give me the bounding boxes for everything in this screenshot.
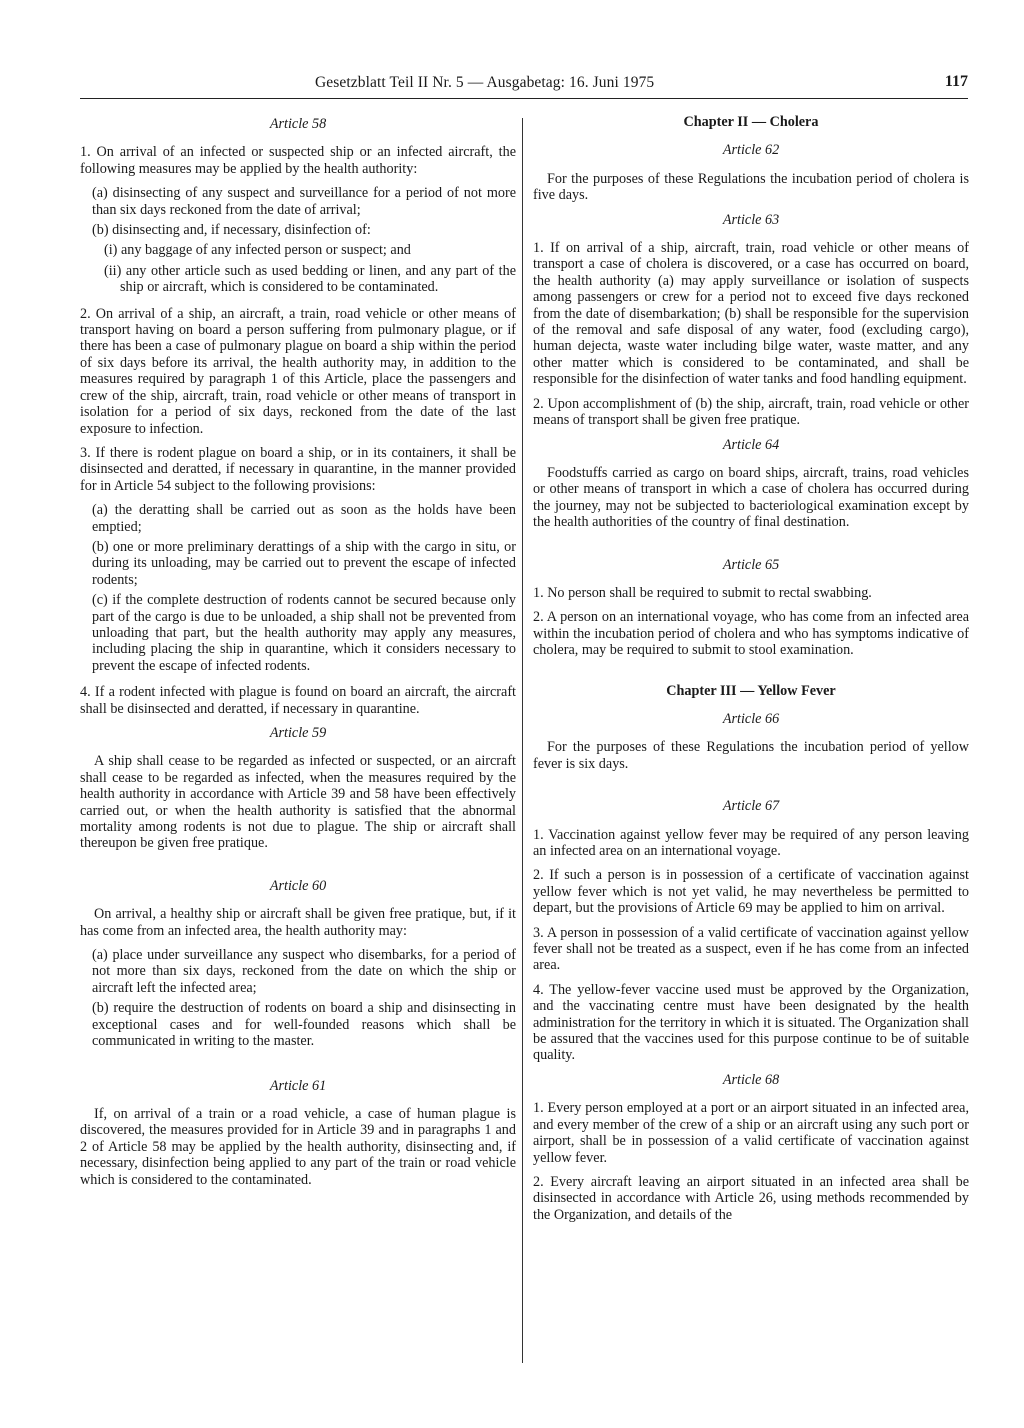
article-67-para-1: 1. Vaccination against yellow fever may be required of any person leaving an infected area on an international voyage. (533, 826, 969, 859)
article-68-title: Article 68 (722, 1071, 780, 1088)
article-59-para-1: A ship shall cease to be regarded as infected or suspected, or an aircraft shall cease to be regarded as infected, when the measures required by the health authority in accordance with Article 39 and 58 have been effectively carried out, or when the health authority is satisfied that the abnormal mortality among rodents is not due to plague. The ship or aircraft shall thereupon be given free pratique. (80, 753, 516, 852)
article-62-para-1: For the purposes of these Regulations the incubation period of cholera is five days. (533, 170, 969, 204)
article-64-para-1: Foodstuffs carried as cargo on board ships, aircraft, trains, road vehicles or other means of transport in which a case of cholera has occurred during the journey, may not be subjected to bacteriological examination except by the health authorities of the country of final destination. (533, 464, 969, 531)
article-67-para-2: 2. If such a person is in possession of a certificate of vaccination against yellow fever which is not yet valid, he may nevertheless be permitted to depart, but the provisions of Article 69 may be applied to him on arrival. (533, 867, 969, 917)
article-58-title: Article 58 (269, 116, 327, 132)
chapter-2-title: Chapter II — Cholera (683, 114, 819, 130)
running-head: Gesetzblatt Teil II Nr. 5 — Ausgabetag: 16. Juni 1975 (315, 74, 655, 91)
article-65-title: Article 65 (722, 556, 780, 573)
article-65-para-2: 2. A person on an international voyage, who has come from an infected area within the incubation period of cholera and who has symptoms indicative of cholera, may be required to submit to stool examination. (533, 609, 969, 659)
article-58-para-3-item-c: (c) if the complete destruction of rodents cannot be secured because only part of the cargo is due to be unloaded, a ship shall not be prevented from unloading that part, but the health authority may apply any measures, including placing the ship in quarantine, which it considers necessary to prevent the escape of infected rodents. (92, 592, 516, 674)
article-58-item-b: (b) disinsecting and, if necessary, disinfection of: (92, 222, 371, 239)
article-61-para-1: If, on arrival of a train or a road vehicle, a case of human plague is discovered, the measures provided for in Article 39 and in paragraphs 1 and 2 of Article 58 may be applied by the health authority, disinsecting and, if necessary, disinfection being applied to any part of the train or road vehicle which is considered to the contaminated. (80, 1105, 516, 1188)
left-column (80, 112, 516, 1196)
article-60-title: Article 60 (269, 877, 327, 894)
article-61-title: Article 61 (269, 1077, 327, 1094)
page-number: 117 (944, 73, 968, 90)
article-58-item-b-ii: (ii) any other article such as used bedding or linen, and any part of the ship or aircraft, which is considered to be contaminated. (104, 262, 516, 296)
article-68-para-1: 1. Every person employed at a port or an airport situated in an infected area, and every member of the crew of a ship or an aircraft using any such port or airport, shall be in possession of a valid certificate of vaccination against yellow fever. (533, 1100, 969, 1166)
article-58-para-2: 2. On arrival of a ship, an aircraft, a train, road vehicle or other means of transport having on board a person suffering from pulmonary plague, or if there has been a case of pulmonary plague on board a ship within the period of six days before its arrival, the health authority may, in addition to the measures required by paragraph 1 of this Article, place the passengers and crew of the ship, aircraft, train, road vehicle or other means of transport in isolation for a period of six days, reckoned from the date of the last exposure to infection. (80, 305, 516, 437)
article-67-title: Article 67 (722, 798, 780, 815)
article-67-para-3: 3. A person in possession of a valid certificate of vaccination against yellow fever shall not be treated as a suspect, even if he has come from an infected area. (533, 924, 969, 974)
right-column (533, 112, 969, 1231)
article-60-item-b: (b) require the destruction of rodents on board a ship and disinsecting in exceptional cases and for well-founded reasons which shall be communicated in writing to the master. (92, 1000, 516, 1050)
article-65-para-1: 1. No person shall be required to submit to rectal swabbing. (533, 584, 872, 601)
article-68-para-2: 2. Every aircraft leaving an airport situated in an infected area shall be disinsected in accordance with Article 26, using methods recommended by the Organization, and details of the (533, 1173, 969, 1223)
article-66-title: Article 66 (722, 710, 780, 727)
article-63-para-1: 1. If on arrival of a ship, aircraft, train, road vehicle or other means of transport a case of cholera is discovered, or a case has occurred on board, the health authority (a) may apply surveillance or isolation of suspects among passengers or crew for a period not to exceed five days reckoned from the date of disembarkation; (b) shall be responsible for the supervision of the removal and safe disposal of any water, food (excluding cargo), human dejecta, waste water including bilge water, waste matter, and any other matter which is considered to be contaminated, and shall be responsible for the disinfection of water tanks and food handling equipment. (533, 240, 969, 388)
article-58-para-3: 3. If there is rodent plague on board a ship, or in its containers, it shall be disinsected and deratted, if necessary in quarantine, in the manner provided for in Article 54 subject to the following provisions: (80, 444, 516, 494)
article-58-para-4: 4. If a rodent infected with plague is found on board an aircraft, the aircraft shall be disinsected and deratted, if necessary in quarantine. (80, 684, 516, 717)
article-58-para-3-item-b: (b) one or more preliminary derattings of a ship with the cargo in situ, or during its unloading, may be carried out to prevent the escape of infected rodents; (92, 538, 516, 588)
article-58-para-3-item-a: (a) the deratting shall be carried out as soon as the holds have been emptied; (92, 502, 516, 535)
article-67-para-4: 4. The yellow-fever vaccine used must be approved by the Organization, and the vaccinating centre must have been designated by the health administration for the territory in which it is situated. The Organization shall be assured that the vaccines used for this purpose continue to be of suitable quality. (533, 981, 969, 1064)
article-66-para-1: For the purposes of these Regulations the incubation period of yellow fever is six days. (533, 739, 969, 772)
article-59-title: Article 59 (269, 725, 327, 741)
article-58-item-a: (a) disinsecting of any suspect and surveillance for a period of not more than six days reckoned from the date of arrival; (92, 185, 516, 218)
article-60-para-1: On arrival, a healthy ship or aircraft shall be given free pratique, but, if it has come from an infected area, the health authority may: (80, 906, 516, 939)
chapter-3-title: Chapter III — Yellow Fever (666, 682, 836, 699)
article-64-title: Article 64 (722, 436, 780, 453)
article-63-para-2: 2. Upon accomplishment of (b) the ship, aircraft, train, road vehicle or other means of transport shall be given free pratique. (533, 395, 969, 429)
article-63-title: Article 63 (722, 211, 780, 228)
page-header (80, 74, 968, 99)
article-58-para-1: 1. On arrival of an infected or suspected ship or an infected aircraft, the following measures may be applied by the health authority: (80, 144, 516, 177)
article-60-item-a: (a) place under surveillance any suspect who disembarks, for a period of not more than six days, reckoned from the date on which the ship or aircraft left the infected area; (92, 947, 516, 996)
article-62-title: Article 62 (722, 142, 780, 159)
column-divider (522, 118, 523, 1363)
article-58-item-b-i: (i) any baggage of any infected person or suspect; and (104, 242, 411, 259)
